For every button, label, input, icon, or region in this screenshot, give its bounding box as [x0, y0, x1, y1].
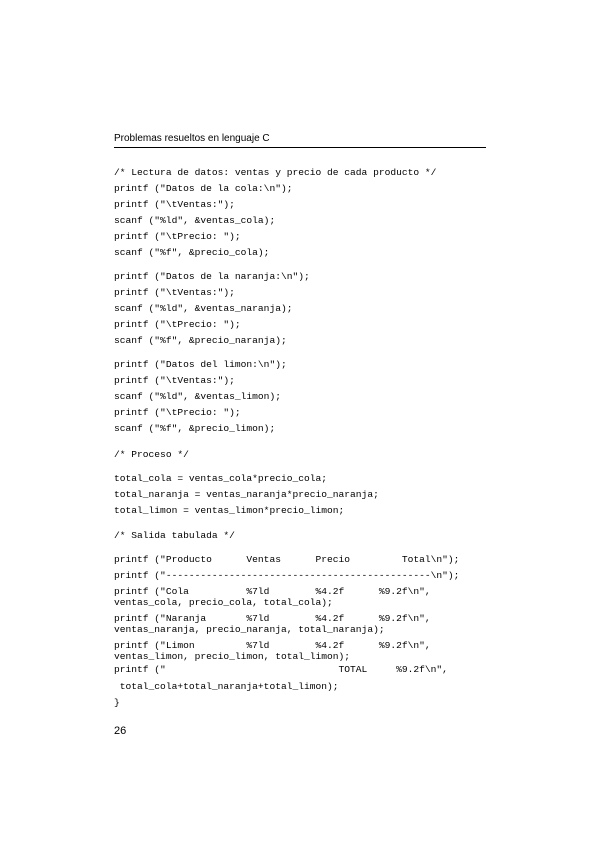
code-comment: /* Salida tabulada */: [114, 530, 235, 541]
code-line: printf ("\tVentas:");: [114, 199, 235, 210]
code-line: printf ("Datos del limon:\n");: [114, 359, 287, 370]
code-line: printf ("\tPrecio: ");: [114, 319, 241, 330]
code-line: /* Lectura de datos: ventas y precio de cada producto */: [114, 167, 437, 178]
code-line: scanf ("%ld", &ventas_naranja);: [114, 303, 293, 314]
code-line: printf ("Datos de la cola:\n");: [114, 183, 293, 194]
code-line: printf ("\tVentas:");: [114, 375, 235, 386]
code-line: printf ("\tPrecio: ");: [114, 231, 241, 242]
code-line: total_limon = ventas_limon*precio_limon;: [114, 505, 345, 516]
code-line: printf (" TOTAL %9.2f\n",: [114, 664, 448, 675]
code-line: printf ("----------------------------------------------\n");: [114, 570, 460, 581]
code-line: printf ("\tVentas:");: [114, 287, 235, 298]
code-line: }: [114, 697, 120, 708]
code-line: scanf ("%f", &precio_limon);: [114, 423, 276, 434]
code-line: scanf ("%ld", &ventas_limon);: [114, 391, 281, 402]
code-line: total_naranja = ventas_naranja*precio_naranja;: [114, 489, 379, 500]
code-line: ventas_cola, precio_cola, total_cola);: [114, 597, 333, 608]
code-comment: /* Proceso */: [114, 449, 189, 460]
code-line: printf ("Naranja %7ld %4.2f %9.2f\n",: [114, 613, 431, 624]
code-line: printf ("\tPrecio: ");: [114, 407, 241, 418]
page-number: 26: [114, 725, 127, 737]
code-line: total_cola = ventas_cola*precio_cola;: [114, 473, 328, 484]
code-line: printf ("Limon %7ld %4.2f %9.2f\n",: [114, 640, 431, 651]
header-title: Problemas resueltos en lenguaje C: [114, 133, 270, 144]
code-line: scanf ("%ld", &ventas_cola);: [114, 215, 276, 226]
page-header: [114, 131, 486, 148]
code-line: total_cola+total_naranja+total_limon);: [114, 681, 339, 692]
code-line: ventas_naranja, precio_naranja, total_naranja);: [114, 624, 385, 635]
code-line: scanf ("%f", &precio_naranja);: [114, 335, 287, 346]
code-line: printf ("Cola %7ld %4.2f %9.2f\n",: [114, 586, 431, 597]
code-line: scanf ("%f", &precio_cola);: [114, 247, 270, 258]
code-line: printf ("Producto Ventas Precio Total\n");: [114, 554, 460, 565]
code-line: ventas_limon, precio_limon, total_limon);: [114, 651, 351, 662]
code-line: printf ("Datos de la naranja:\n");: [114, 271, 310, 282]
